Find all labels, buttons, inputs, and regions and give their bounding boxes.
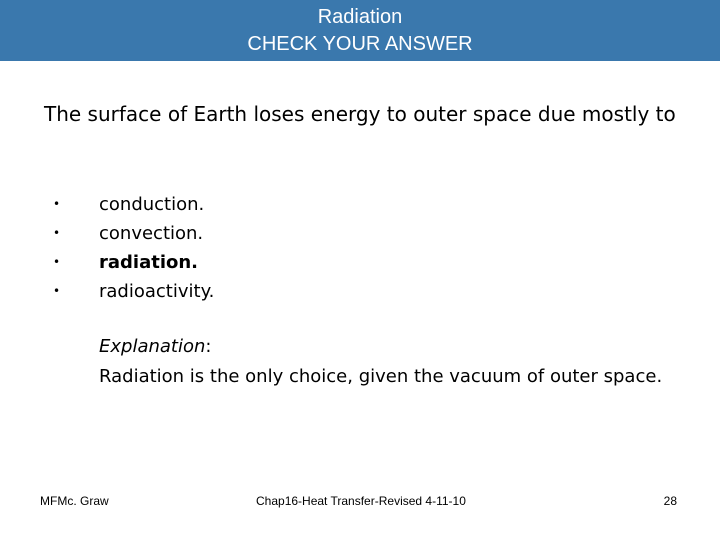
slide-header (0, 0, 720, 61)
slide-subtitle: CHECK YOUR ANSWER (247, 33, 473, 55)
choice-text: convection. (99, 223, 204, 244)
bullet-icon: • (53, 284, 61, 298)
choice-text-correct: radiation. (99, 252, 199, 273)
footer-author: MFMc. Graw (40, 494, 109, 508)
explanation-text: Radiation is the only choice, given the vacuum of outer space. (99, 366, 663, 387)
choice-text: radioactivity. (99, 281, 215, 302)
explanation-separator: : (205, 336, 212, 357)
bullet-icon: • (53, 255, 61, 269)
explanation-heading (99, 332, 709, 362)
bullet-icon: • (53, 197, 61, 211)
footer-chapter: Chap16-Heat Transfer-Revised 4-11-10 (256, 494, 466, 508)
question-text: The surface of Earth loses energy to outer space due mostly to (44, 102, 676, 126)
explanation-block (99, 332, 709, 392)
explanation-label: Explanation (99, 336, 206, 357)
choice-text: conduction. (99, 194, 205, 215)
slide-title: Radiation (317, 6, 403, 28)
page-number: 28 (663, 494, 677, 508)
bullet-icon: • (53, 226, 61, 240)
